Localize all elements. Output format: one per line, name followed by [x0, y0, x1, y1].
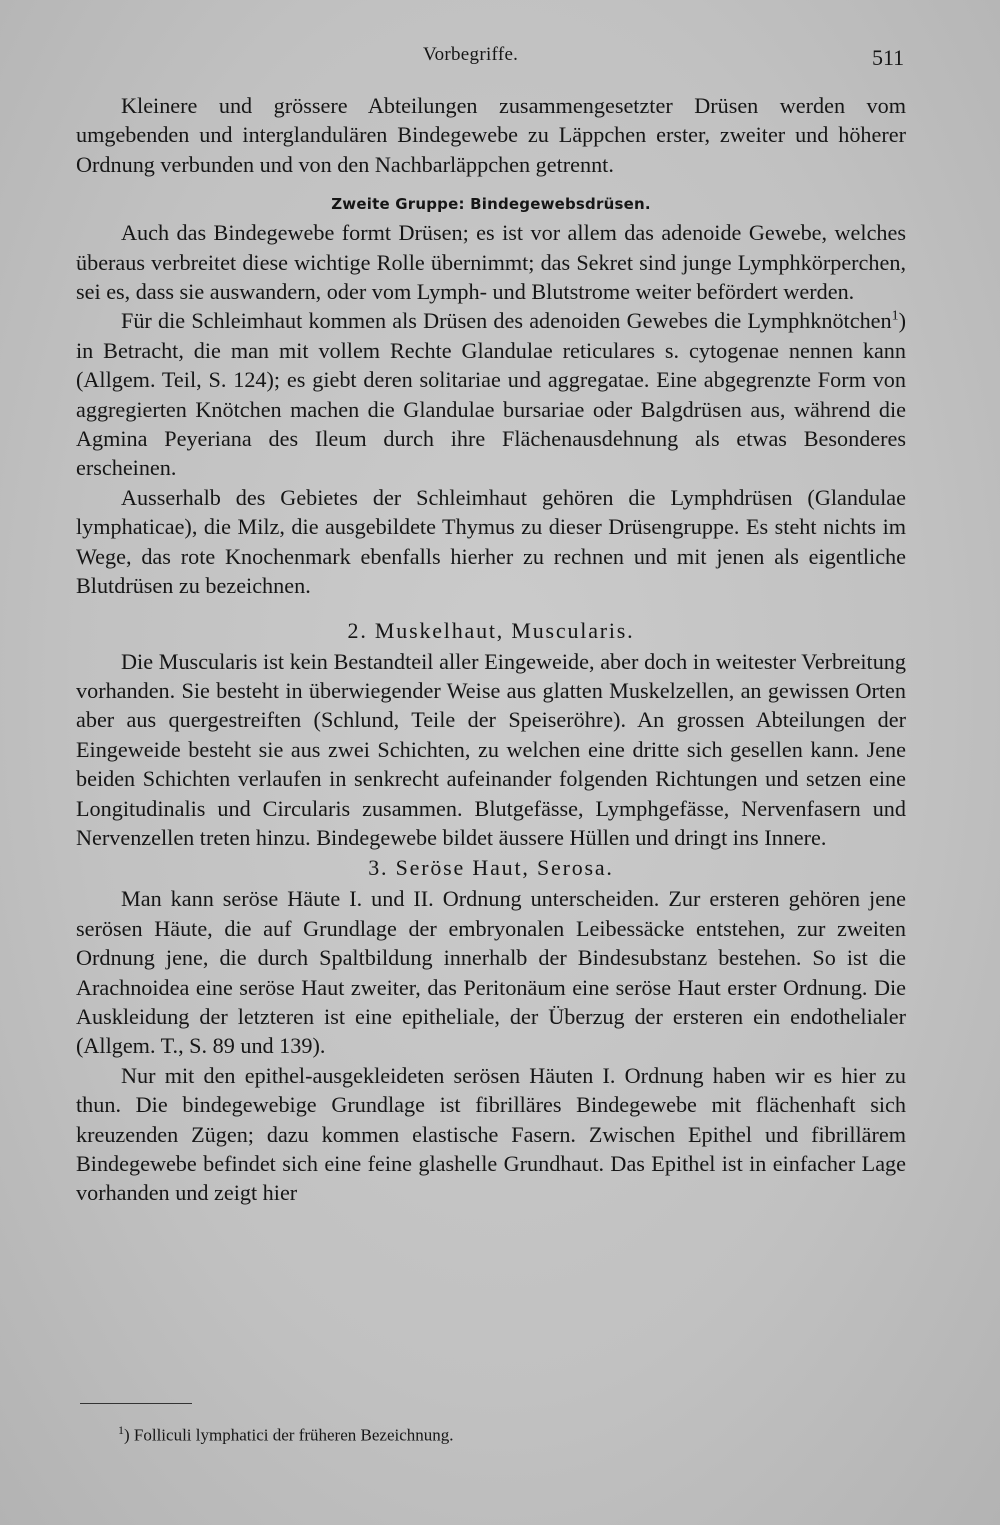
- footnote-reference: 1: [891, 309, 899, 325]
- paragraph-serous-structure: Nur mit den epithel-ausgekleideten serösen Häuten I. Ordnung haben wir es hier zu thun. Die bindegewebige Grundlage ist fibrilläres Bindegewebe mit flächenhaft sich kreuzenden Zügen; dazu kommen elastische Fasern. Zwischen Epithel und fibrillärem Bindegewebe befindet sich eine feine glashelle Grundhaut. Das Epithel ist in einfacher Lage vorhanden und zeigt hier: [76, 1062, 906, 1206]
- footnote-divider: [80, 1403, 192, 1404]
- footnote: [118, 1419, 454, 1447]
- footnote-marker: 1: [118, 1423, 124, 1437]
- text-body: [76, 91, 906, 1208]
- section-heading-muscularis: 2. Muskelhaut, Muscularis.: [347, 617, 635, 643]
- paragraph-lymph-glands: Ausserhalb des Gebietes der Schleimhaut gehören die Lymphdrüsen (Glandulae lymphaticae), die Milz, die ausgebildete Thymus zu dieser Drüsengruppe. Es steht nichts im Wege, das rote Knochenmark ebenfalls hierher zu rechnen und mit jenen als eigentliche Blutdrüsen zu bezeichnen.: [76, 484, 906, 599]
- section-heading-serosa: 3. Seröse Haut, Serosa.: [368, 855, 614, 881]
- paragraph-text: Für die Schleimhaut kommen als Drüsen des adenoiden Gewebes die Lymphknötchen: [121, 308, 892, 334]
- running-head: [0, 44, 1000, 74]
- paragraph-lobules: Kleinere und grössere Abteilungen zusammengesetzter Drüsen werden vom umgebenden und interglandulären Bindegewebe zu Läppchen erster, zweiter und höherer Ordnung verbunden und von den Nachbarläppchen getrennt.: [76, 93, 906, 177]
- paragraph-lymph-nodules: [76, 306, 906, 482]
- group-heading: Zweite Gruppe: Bindegewebsdrüsen.: [331, 195, 651, 214]
- paragraph-muscularis: Die Muscularis ist kein Bestandteil aller Eingeweide, aber doch in weitester Verbreitung vorhanden. Sie besteht in überwiegender Weise aus glatten Muskelzellen, an gewissen Orten aber aus quergestreiften (Schlund, Teile der Speiseröhre). An grossen Abteilungen der Eingeweide besteht sie aus zwei Schichten, zu welchen eine dritte sich gesellen kann. Jene beiden Schichten verlaufen in senkrecht aufeinander folgenden Richtungen und setzen eine Longitudinalis und Circularis zusammen. Blutgefässe, Lymphgefässe, Nervenfasern und Nervenzellen treten hinzu. Bindegewebe bildet äussere Hüllen und dringt ins Innere.: [76, 648, 906, 850]
- page-number: 511: [872, 45, 905, 70]
- paragraph-serous-orders: Man kann seröse Häute I. und II. Ordnung unterscheiden. Zur ersteren gehören jene serösen Häute, die auf Grundlage der embryonalen Leibessäcke entstehen, zur zweiten Ordnung jene, die durch Spaltbildung innerhalb der Bindesubstanz bestehen. So ist die Arachnoidea eine seröse Haut zweiter, das Peritonäum eine seröse Haut erster Ordnung. Die Auskleidung der letzteren ist eine epitheliale, der Überzug der ersteren ein endothelialer (Allgem. T., S. 89 und 139).: [76, 886, 906, 1059]
- running-title: Vorbegriffe.: [423, 44, 519, 65]
- paragraph-text: ) in Betracht, die man mit vollem Rechte Glandulae reticulares s. cytogenae nennen kann (Allgem. Teil, S. 124); es giebt deren solitariae und aggregatae. Eine abgegrenzte Form von aggregierten Knötchen machen die Glandulae bursariae oder Balgdrüsen aus, während die Agmina Peyeriana des Ileum durch ihre Flächenausdehnung als etwas Besonderes erscheinen.: [76, 308, 906, 481]
- footnote-text: ) Folliculi lymphatici der früheren Bezeichnung.: [124, 1425, 454, 1445]
- paragraph-adenoid-tissue: Auch das Bindegewebe formt Drüsen; es ist vor allem das adenoide Gewebe, welches überaus verbreitet diese wichtige Rolle übernimmt; das Sekret sind junge Lymphkörperchen, sei es, dass sie auswandern, oder vom Lymph- und Blutstrome weiter befördert werden.: [76, 220, 906, 305]
